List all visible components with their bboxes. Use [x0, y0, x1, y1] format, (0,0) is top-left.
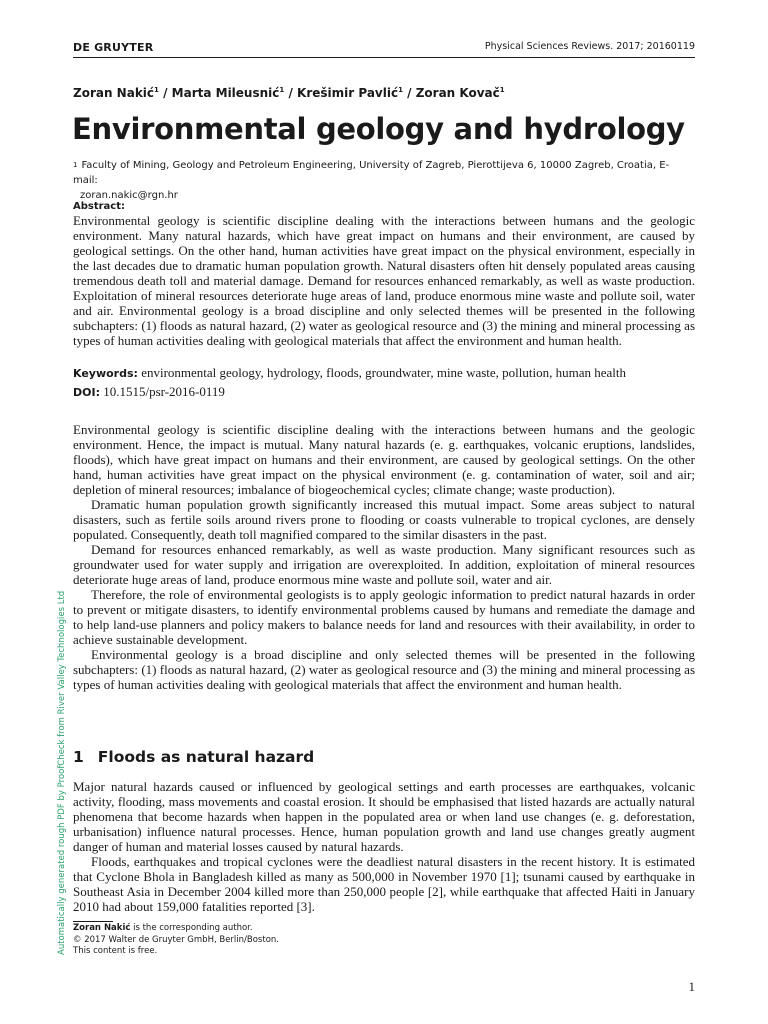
author-name: Zoran Kovač [415, 86, 500, 100]
author-separator: / [402, 86, 416, 100]
section-body [73, 779, 695, 914]
corresponding-author-name: Zoran Nakić [73, 923, 131, 933]
section-title: Floods as natural hazard [97, 748, 315, 766]
author-name: Marta Mileusnić [171, 86, 280, 100]
author-mark: 1 [398, 86, 403, 94]
body-paragraph: Therefore, the role of environmental geologists is to apply geologic information to predict natural hazards in order to prevent or mitigate disasters, to identify environmental problems caused by humans and remediate the damage and to help land-use planners and policy makers to balance needs for land and resources with their availability, in order to achieve sustainable development. [73, 587, 695, 647]
footnotes [73, 923, 279, 958]
paper-title: Environmental geology and hydrology [72, 112, 685, 146]
header-rule [73, 57, 695, 58]
body-paragraph: Major natural hazards caused or influenced by geological settings and earth processes are earthquakes, volcanic activity, flooding, mass movements and coastal erosion. It should be emphasised that listed hazards are actually natural phenomena that become hazards when happen in the populated area or when land use changes (e. g. deforestation, urbanisation) influence natural processes. Hence, human population growth and land use changes greatly augment danger of human and material losses caused by natural hazards. [73, 779, 695, 854]
author-mark: 1 [154, 86, 159, 94]
author-list [73, 86, 505, 100]
keywords-label: Keywords: [73, 367, 138, 380]
journal-citation: Physical Sciences Reviews. 2017; 20160119 [484, 41, 695, 52]
body-paragraph: Environmental geology is scientific discipline dealing with the interactions between humans and the geologic environment. Hence, the impact is mutual. Many natural hazards (e. g. earthquakes, volcanic eruptions, landslides, floods), which have great impact on humans and their environment, are caused by geological settings. On the other hand, human activities have great impact on the physical environment (e. g. contamination of water, soil and air; depletion of mineral resources; imbalance of biogeochemical cycles; climate change; waste production). [73, 422, 695, 497]
introduction [73, 422, 695, 692]
section-heading [73, 748, 314, 766]
author-name: Zoran Nakić [73, 86, 155, 100]
affiliation-email: zoran.nakic@rgn.hr [80, 190, 178, 201]
corresponding-author-text: is the corresponding author. [130, 923, 253, 933]
footnote-rule [73, 921, 113, 922]
author-separator: / [284, 86, 298, 100]
corresponding-author-note [73, 923, 279, 935]
copyright-note: © 2017 Walter de Gruyter GmbH, Berlin/Boston. [73, 934, 279, 945]
body-paragraph: Dramatic human population growth significantly increased this mutual impact. Some areas subject to natural disasters, such as fertile soils around rivers prone to flooding or coasts vulnerable to tropical cyclones, are densely populated. Consequently, death toll magnified compared to the similar disasters in the past. [73, 497, 695, 542]
author-mark: 1 [499, 86, 505, 94]
affiliation [73, 158, 693, 203]
body-paragraph: Environmental geology is a broad discipline and only selected themes will be presented in the following subchapters: (1) floods as natural hazard, (2) water as geological resource and (3) the mining and mineral processing as types of human activities dealing with geological materials that affect the environment and human health. [73, 647, 695, 692]
publisher-name: DE GRUYTER [73, 41, 154, 54]
abstract-label: Abstract: [73, 201, 126, 212]
author-separator: / [158, 86, 172, 100]
page-header [73, 41, 695, 57]
doi [73, 384, 225, 400]
page-number: 1 [688, 979, 695, 994]
free-content-note: This content is free. [73, 946, 158, 956]
doi-value: 10.1515/psr-2016-0119 [103, 384, 225, 399]
affiliation-text: Faculty of Mining, Geology and Petroleum Engineering, University of Zagreb, Pierottijeva 6, 10000 Zagreb, Croatia, E-mail: [73, 160, 670, 186]
abstract-text: Environmental geology is scientific discipline dealing with the interactions between humans and the geologic environment. Many natural hazards, which have great impact on humans and their environment, are caused by geological settings. On the other hand, human activities have great impact on the physical environment, especially in the last decades due to dramatic human population growth. Natural disasters often hit densely populated areas causing tremendous death toll and material damage. Demand for resources enhanced remarkably, as well as waste production. Exploitation of mineral resources deteriorate huge areas of land, produce enormous mine waste and pollute soil, water and air. Environmental geology is a broad discipline and only selected themes will be presented in the following subchapters: (1) floods as natural hazard, (2) water as geological resource and (3) the mining and mineral processing as types of human activities dealing with geological materials that affect the environment and human health. [73, 213, 695, 348]
author-name: Krešimir Pavlić [297, 86, 399, 100]
body-paragraph: Demand for resources enhanced remarkably, as well as waste production. Many significant resources such as groundwater used for water supply and irrigation are overexploited. In addition, exploitation of mineral resources deteriorate huge areas of land, produce enormous mine waste and pollute soil, water and air. [73, 542, 695, 587]
body-paragraph: Floods, earthquakes and tropical cyclones were the deadliest natural disasters in the recent history. It is estimated that Cyclone Bhola in Bangladesh killed as many as 500,000 in November 1970 [1]; tsunami caused by earthquake in Southeast Asia in December 2004 killed more than 250,000 people [2], while earthquake that affected Haiti in January 2010 had about 159,000 fatalities reported [3]. [73, 854, 695, 914]
doi-label: DOI: [73, 386, 100, 399]
author-mark: 1 [279, 86, 285, 94]
affiliation-mark: 1 [73, 161, 78, 169]
keywords [73, 365, 626, 381]
generated-by-watermark: Automatically generated rough PDF by ProofCheck from River Valley Technologies Ltd [57, 590, 67, 955]
section-number: 1 [73, 748, 84, 766]
keywords-text: environmental geology, hydrology, floods, groundwater, mine waste, pollution, human health [141, 365, 627, 380]
